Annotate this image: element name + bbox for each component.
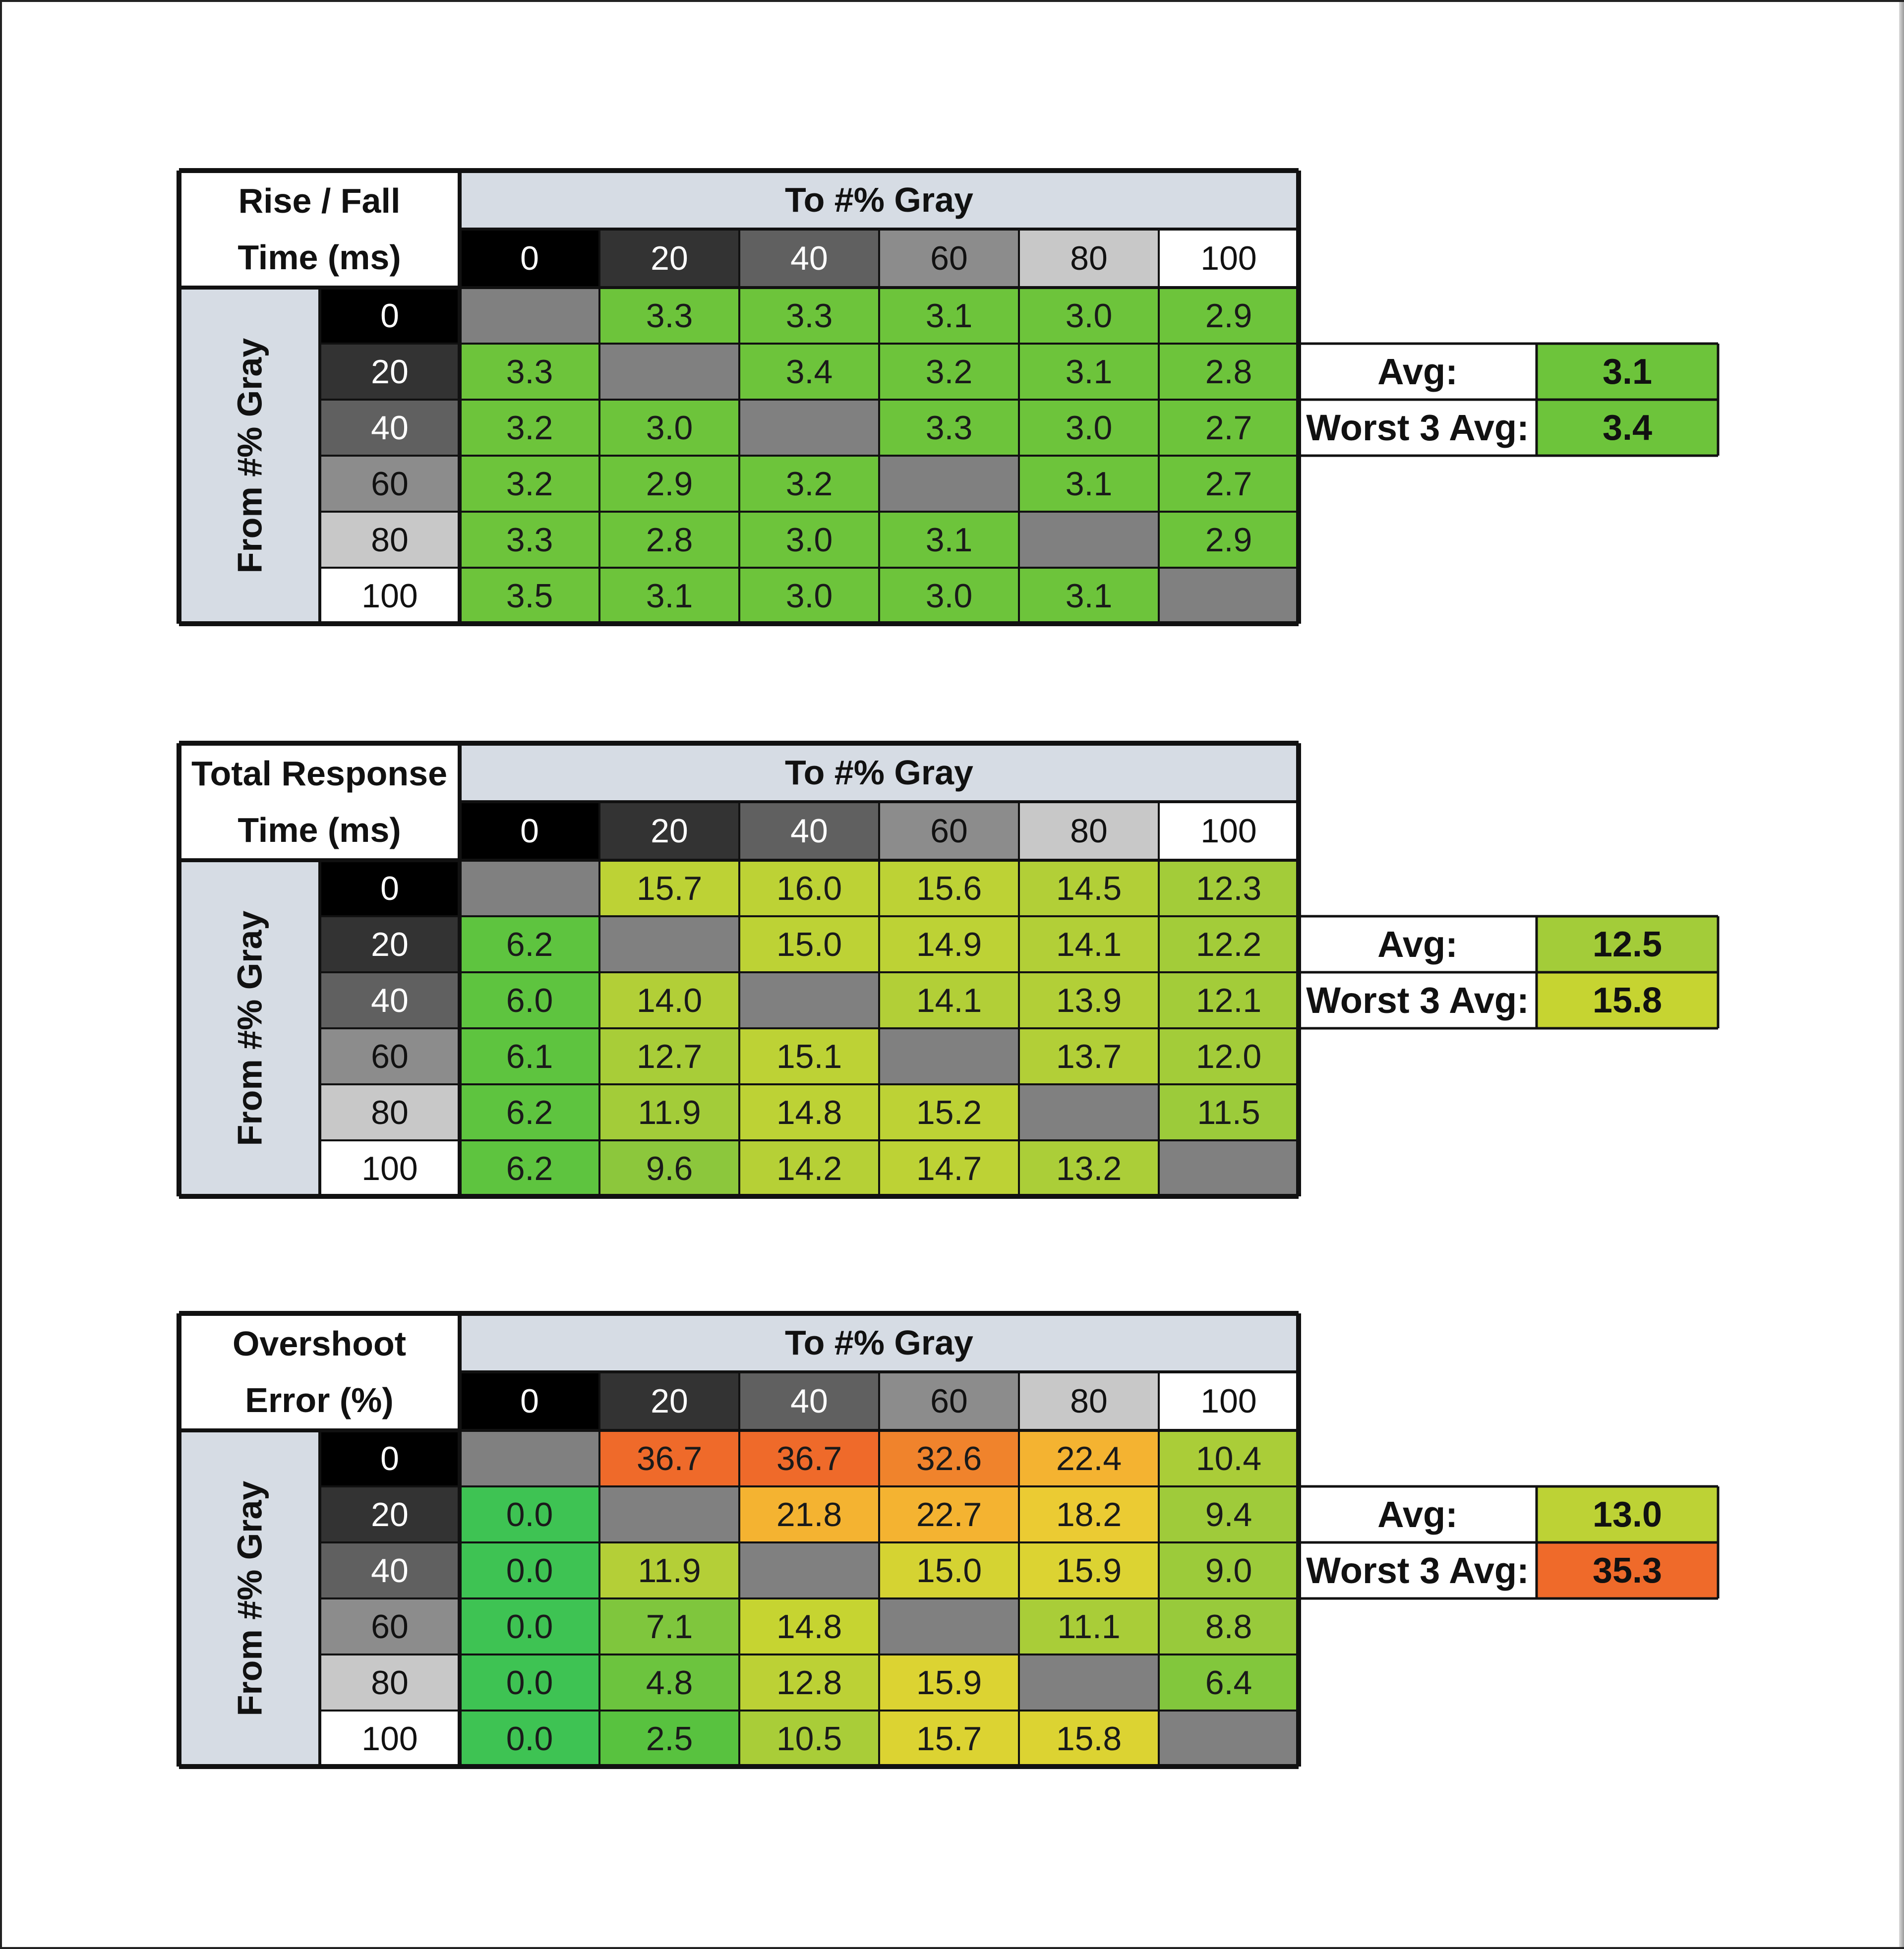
column-level-label: 100	[1159, 802, 1299, 860]
data-cell: 12.2	[1159, 916, 1299, 972]
data-cell: 15.8	[1019, 1711, 1159, 1767]
data-cell: 14.5	[1019, 860, 1159, 916]
data-cell: 18.2	[1019, 1486, 1159, 1542]
row-level-label: 60	[320, 1028, 460, 1084]
column-level-label: 20	[599, 229, 739, 288]
column-level-label: 40	[739, 802, 879, 860]
summary-label: Worst 3 Avg:	[1299, 972, 1537, 1028]
data-cell: 2.7	[1159, 456, 1299, 512]
data-cell: 16.0	[739, 860, 879, 916]
data-cell: 3.1	[599, 568, 739, 624]
diagonal-cell	[1159, 1140, 1299, 1196]
row-level-label: 40	[320, 972, 460, 1028]
column-level-label: 100	[1159, 1372, 1299, 1430]
row-level-label: 60	[320, 456, 460, 512]
table-title-line: Total Response	[191, 754, 447, 793]
summary-value: 15.8	[1537, 972, 1718, 1028]
diagonal-cell	[1159, 568, 1299, 624]
data-cell: 3.1	[1019, 568, 1159, 624]
data-cell: 14.8	[739, 1084, 879, 1140]
data-cell: 0.0	[460, 1711, 599, 1767]
data-cell: 12.8	[739, 1654, 879, 1711]
data-cell: 14.7	[879, 1140, 1019, 1196]
row-level-label: 0	[320, 1430, 460, 1486]
data-cell: 14.8	[739, 1598, 879, 1654]
diagonal-cell	[460, 1430, 599, 1486]
data-cell: 11.5	[1159, 1084, 1299, 1140]
row-header: From #% Gray	[230, 338, 269, 574]
row-level-label: 20	[320, 1486, 460, 1542]
row-header-band	[179, 860, 320, 1196]
row-level-label: 20	[320, 916, 460, 972]
data-cell: 3.0	[1019, 400, 1159, 456]
data-cell: 2.8	[1159, 344, 1299, 400]
row-level-label: 80	[320, 1084, 460, 1140]
column-header: To #% Gray	[460, 743, 1299, 802]
data-cell: 9.0	[1159, 1542, 1299, 1598]
data-cell: 22.4	[1019, 1430, 1159, 1486]
column-level-label: 0	[460, 1372, 599, 1430]
data-cell: 4.8	[599, 1654, 739, 1711]
column-level-label: 60	[879, 802, 1019, 860]
data-cell: 13.2	[1019, 1140, 1159, 1196]
row-level-label: 20	[320, 344, 460, 400]
data-cell: 14.1	[879, 972, 1019, 1028]
data-cell: 11.9	[599, 1542, 739, 1598]
column-level-label: 40	[739, 1372, 879, 1430]
data-cell: 14.0	[599, 972, 739, 1028]
data-cell: 15.2	[879, 1084, 1019, 1140]
data-cell: 3.2	[460, 400, 599, 456]
data-cell: 11.9	[599, 1084, 739, 1140]
data-cell: 15.0	[739, 916, 879, 972]
data-cell: 14.1	[1019, 916, 1159, 972]
column-level-label: 60	[879, 229, 1019, 288]
data-cell: 15.1	[739, 1028, 879, 1084]
data-cell: 36.7	[599, 1430, 739, 1486]
data-cell: 32.6	[879, 1430, 1019, 1486]
data-cell: 7.1	[599, 1598, 739, 1654]
column-level-label: 80	[1019, 229, 1159, 288]
data-cell: 6.2	[460, 1084, 599, 1140]
row-level-label: 0	[320, 860, 460, 916]
table-title	[179, 743, 460, 860]
data-cell: 3.0	[739, 512, 879, 568]
diagonal-cell	[1159, 1711, 1299, 1767]
data-cell: 3.3	[739, 288, 879, 344]
data-cell: 14.9	[879, 916, 1019, 972]
data-cell: 3.1	[1019, 456, 1159, 512]
data-cell: 6.1	[460, 1028, 599, 1084]
data-cell: 2.5	[599, 1711, 739, 1767]
table-title-line: Time (ms)	[238, 811, 401, 849]
data-cell: 3.0	[879, 568, 1019, 624]
data-cell: 9.4	[1159, 1486, 1299, 1542]
column-level-label: 40	[739, 229, 879, 288]
data-cell: 9.6	[599, 1140, 739, 1196]
row-level-label: 80	[320, 512, 460, 568]
data-cell: 2.7	[1159, 400, 1299, 456]
row-level-label: 100	[320, 568, 460, 624]
column-header: To #% Gray	[460, 1313, 1299, 1372]
summary-label: Avg:	[1299, 1486, 1537, 1542]
diagonal-cell	[599, 1486, 739, 1542]
data-cell: 8.8	[1159, 1598, 1299, 1654]
data-cell: 13.7	[1019, 1028, 1159, 1084]
row-level-label: 40	[320, 400, 460, 456]
diagonal-cell	[460, 860, 599, 916]
summary-value: 35.3	[1537, 1542, 1718, 1598]
diagonal-cell	[1019, 1654, 1159, 1711]
data-cell: 3.5	[460, 568, 599, 624]
data-cell: 15.7	[599, 860, 739, 916]
table-title-line: Overshoot	[232, 1324, 407, 1363]
table-title-line: Rise / Fall	[238, 181, 401, 220]
data-cell: 3.0	[739, 568, 879, 624]
data-cell: 3.4	[739, 344, 879, 400]
data-cell: 3.3	[599, 288, 739, 344]
data-cell: 3.1	[1019, 344, 1159, 400]
row-level-label: 100	[320, 1711, 460, 1767]
diagonal-cell	[1019, 512, 1159, 568]
table-title	[179, 1313, 460, 1430]
summary-label: Worst 3 Avg:	[1299, 1542, 1537, 1598]
data-cell: 21.8	[739, 1486, 879, 1542]
data-cell: 0.0	[460, 1598, 599, 1654]
column-level-label: 0	[460, 802, 599, 860]
column-header: To #% Gray	[460, 171, 1299, 229]
table-title-line: Time (ms)	[238, 238, 401, 277]
data-cell: 15.7	[879, 1711, 1019, 1767]
data-cell: 14.2	[739, 1140, 879, 1196]
summary-value: 13.0	[1537, 1486, 1718, 1542]
column-level-label: 60	[879, 1372, 1019, 1430]
data-cell: 10.5	[739, 1711, 879, 1767]
data-cell: 36.7	[739, 1430, 879, 1486]
data-cell: 0.0	[460, 1542, 599, 1598]
data-cell: 3.0	[1019, 288, 1159, 344]
data-cell: 15.9	[879, 1654, 1019, 1711]
data-cell: 3.0	[599, 400, 739, 456]
data-cell: 3.1	[879, 288, 1019, 344]
data-cell: 12.1	[1159, 972, 1299, 1028]
data-cell: 11.1	[1019, 1598, 1159, 1654]
row-level-label: 80	[320, 1654, 460, 1711]
data-cell: 3.3	[879, 400, 1019, 456]
row-level-label: 0	[320, 288, 460, 344]
data-cell: 15.0	[879, 1542, 1019, 1598]
column-level-label: 20	[599, 802, 739, 860]
row-header-band	[179, 1430, 320, 1767]
diagonal-cell	[879, 1598, 1019, 1654]
data-cell: 2.9	[1159, 288, 1299, 344]
data-cell: 12.7	[599, 1028, 739, 1084]
data-cell: 2.9	[599, 456, 739, 512]
data-cell: 6.2	[460, 916, 599, 972]
diagonal-cell	[879, 1028, 1019, 1084]
summary-label: Worst 3 Avg:	[1299, 400, 1537, 456]
data-cell: 6.4	[1159, 1654, 1299, 1711]
data-cell: 22.7	[879, 1486, 1019, 1542]
summary-value: 3.4	[1537, 400, 1718, 456]
data-cell: 3.3	[460, 344, 599, 400]
summary-label: Avg:	[1299, 344, 1537, 400]
diagonal-cell	[1019, 1084, 1159, 1140]
table-title-line: Error (%)	[245, 1381, 394, 1419]
summary-label: Avg:	[1299, 916, 1537, 972]
row-header: From #% Gray	[230, 910, 269, 1146]
data-cell: 3.2	[879, 344, 1019, 400]
data-cell: 3.2	[460, 456, 599, 512]
diagonal-cell	[599, 916, 739, 972]
data-cell: 15.9	[1019, 1542, 1159, 1598]
column-level-label: 80	[1019, 802, 1159, 860]
data-cell: 13.9	[1019, 972, 1159, 1028]
data-cell: 2.8	[599, 512, 739, 568]
data-cell: 3.1	[879, 512, 1019, 568]
data-cell: 0.0	[460, 1654, 599, 1711]
diagonal-cell	[739, 1542, 879, 1598]
data-cell: 10.4	[1159, 1430, 1299, 1486]
data-cell: 6.2	[460, 1140, 599, 1196]
data-cell: 15.6	[879, 860, 1019, 916]
summary-value: 12.5	[1537, 916, 1718, 972]
data-cell: 0.0	[460, 1486, 599, 1542]
data-cell: 12.0	[1159, 1028, 1299, 1084]
data-cell: 3.2	[739, 456, 879, 512]
row-level-label: 40	[320, 1542, 460, 1598]
row-level-label: 60	[320, 1598, 460, 1654]
column-level-label: 0	[460, 229, 599, 288]
data-cell: 12.3	[1159, 860, 1299, 916]
data-cell: 3.3	[460, 512, 599, 568]
diagonal-cell	[739, 972, 879, 1028]
column-level-label: 20	[599, 1372, 739, 1430]
summary-value: 3.1	[1537, 344, 1718, 400]
data-cell: 2.9	[1159, 512, 1299, 568]
row-level-label: 100	[320, 1140, 460, 1196]
data-cell: 6.0	[460, 972, 599, 1028]
row-header: From #% Gray	[230, 1480, 269, 1716]
column-level-label: 80	[1019, 1372, 1159, 1430]
column-level-label: 100	[1159, 229, 1299, 288]
